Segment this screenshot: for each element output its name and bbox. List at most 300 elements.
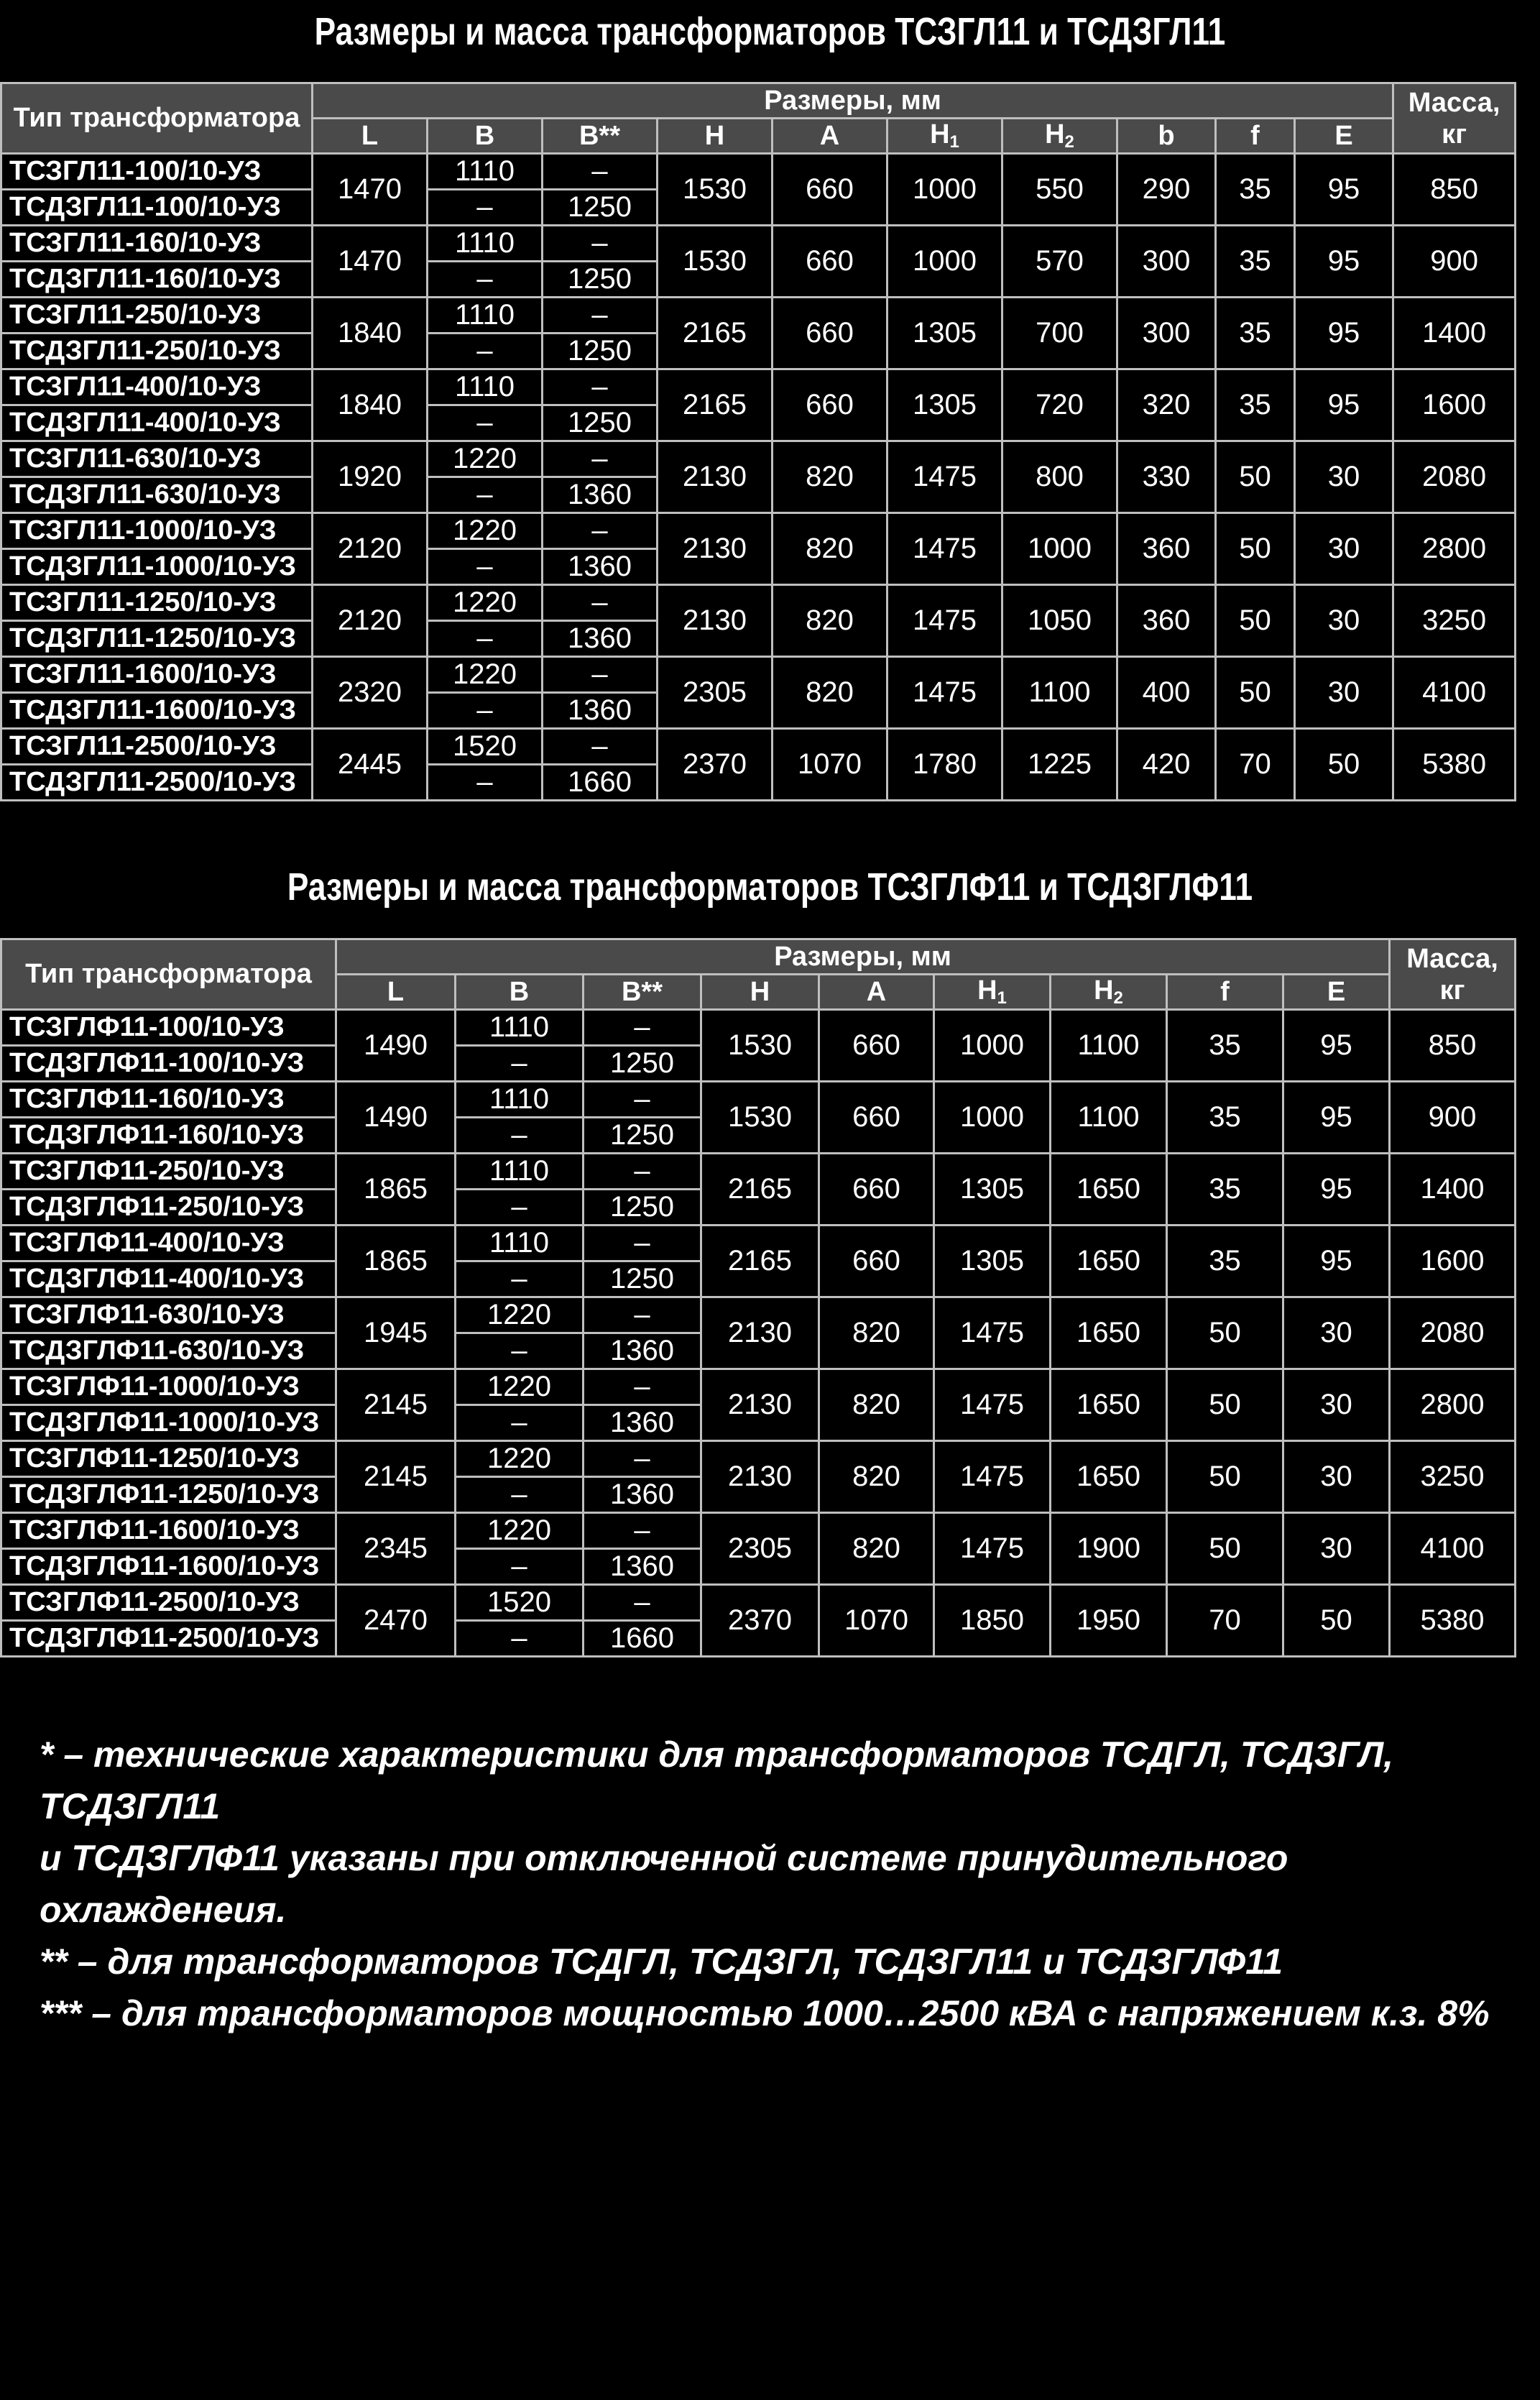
table-row — [1, 657, 1516, 693]
cell-bs: 1250 — [543, 334, 658, 369]
table-row — [1, 154, 1516, 190]
cell-e: 95 — [1295, 298, 1393, 369]
cell-h2: 1650 — [1051, 1226, 1167, 1297]
table-row — [1, 1585, 1516, 1621]
header-sizes: Размеры, мм — [336, 939, 1390, 975]
table-2-title: Размеры и масса трансформаторов ТСЗГЛФ11 и ТСДЗГЛФ11 — [287, 865, 1253, 909]
cell-h2: 700 — [1002, 298, 1117, 369]
cell-h2: 1950 — [1051, 1585, 1167, 1657]
column-header-l: L — [313, 119, 428, 154]
cell-b: 400 — [1117, 657, 1216, 729]
table-1-title: Размеры и масса трансформаторов ТСЗГЛ11 и ТСДЗГЛ11 — [314, 10, 1226, 53]
cell-bs: – — [584, 1154, 701, 1190]
cell-f: 35 — [1216, 369, 1295, 441]
transformer-type: ТСЗГЛФ11-400/10-УЗ — [1, 1226, 336, 1261]
cell-b: 1220 — [428, 513, 543, 549]
cell-l: 1490 — [336, 1082, 456, 1154]
cell-b: 1220 — [456, 1369, 584, 1405]
subscript: 2 — [1113, 988, 1123, 1008]
cell-bs: – — [584, 1010, 701, 1046]
transformer-type: ТСДЗГЛФ11-2500/10-УЗ — [1, 1621, 336, 1657]
cell-l: 1840 — [313, 369, 428, 441]
transformer-type: ТСДЗГЛ11-250/10-УЗ — [1, 334, 313, 369]
cell-e: 95 — [1283, 1226, 1390, 1297]
cell-h2: 1100 — [1002, 657, 1117, 729]
cell-f: 35 — [1167, 1082, 1283, 1154]
cell-b: – — [456, 1549, 584, 1585]
cell-h: 1530 — [701, 1010, 819, 1082]
cell-h1: 1850 — [934, 1585, 1051, 1657]
table-row — [1, 441, 1516, 477]
cell-f: 35 — [1167, 1154, 1283, 1226]
cell-h2: 1225 — [1002, 729, 1117, 801]
cell-b: 1220 — [428, 441, 543, 477]
cell-l: 1920 — [313, 441, 428, 513]
cell-h2: 1100 — [1051, 1010, 1167, 1082]
cell-b: – — [456, 1118, 584, 1154]
subscript: 1 — [949, 132, 959, 152]
cell-b: 1110 — [456, 1154, 584, 1190]
dimensions-table-tszgl11 — [0, 82, 1516, 801]
cell-h1: 1475 — [934, 1513, 1051, 1585]
transformer-type: ТСДЗГЛФ11-1000/10-УЗ — [1, 1405, 336, 1441]
cell-bs: 1660 — [543, 765, 658, 801]
header-mass: Масса, кг — [1390, 939, 1516, 1010]
cell-bs: 1250 — [543, 190, 658, 226]
cell-e: 50 — [1295, 729, 1393, 801]
cell-a: 820 — [773, 513, 887, 585]
cell-b: – — [456, 1261, 584, 1297]
cell-b: 1110 — [456, 1226, 584, 1261]
cell-e: 95 — [1283, 1082, 1390, 1154]
transformer-type: ТСЗГЛ11-2500/10-УЗ — [1, 729, 313, 765]
cell-b: 360 — [1117, 513, 1216, 585]
cell-b: – — [428, 262, 543, 298]
transformer-type: ТСЗГЛФ11-1600/10-УЗ — [1, 1513, 336, 1549]
cell-bs: – — [584, 1082, 701, 1118]
cell-h: 2130 — [701, 1297, 819, 1369]
cell-f: 50 — [1167, 1513, 1283, 1585]
cell-f: 50 — [1216, 441, 1295, 513]
cell-f: 70 — [1216, 729, 1295, 801]
cell-b: 1110 — [456, 1010, 584, 1046]
transformer-type: ТСЗГЛФ11-630/10-УЗ — [1, 1297, 336, 1333]
cell-h2: 800 — [1002, 441, 1117, 513]
transformer-type: ТСЗГЛ11-250/10-УЗ — [1, 298, 313, 334]
footnote-line: *** – для трансформаторов мощностью 1000…2500 кВА с напряжением к.з. 8% — [40, 1993, 1490, 2033]
cell-f: 35 — [1216, 226, 1295, 298]
subscript: 2 — [1064, 132, 1074, 152]
cell-h: 2130 — [701, 1369, 819, 1441]
cell-h2: 1100 — [1051, 1082, 1167, 1154]
cell-f: 35 — [1167, 1010, 1283, 1082]
column-header-a: A — [819, 975, 934, 1010]
header-type: Тип трансформатора — [1, 83, 313, 154]
cell-a: 820 — [819, 1513, 934, 1585]
cell-h1: 1475 — [887, 585, 1002, 657]
cell-h: 1530 — [658, 226, 773, 298]
cell-f: 35 — [1167, 1226, 1283, 1297]
cell-l: 1945 — [336, 1297, 456, 1369]
column-header-a: A — [773, 119, 887, 154]
cell-bs: – — [543, 657, 658, 693]
cell-mass: 5380 — [1390, 1585, 1516, 1657]
cell-mass: 4100 — [1393, 657, 1516, 729]
footnote-line: и ТСДЗГЛФ11 указаны при отключенной системе принудительного охлажденеия. — [40, 1838, 1288, 1930]
cell-h1: 1475 — [887, 513, 1002, 585]
cell-a: 660 — [773, 154, 887, 226]
cell-h2: 1050 — [1002, 585, 1117, 657]
transformer-type: ТСДЗГЛ11-1000/10-УЗ — [1, 549, 313, 585]
cell-e: 30 — [1283, 1369, 1390, 1441]
cell-h: 1530 — [658, 154, 773, 226]
cell-e: 30 — [1283, 1513, 1390, 1585]
transformer-type: ТСДЗГЛФ11-1250/10-УЗ — [1, 1477, 336, 1513]
cell-mass: 2080 — [1390, 1297, 1516, 1369]
cell-h1: 1475 — [934, 1441, 1051, 1513]
column-header-f: f — [1216, 119, 1295, 154]
cell-bs: – — [584, 1369, 701, 1405]
cell-bs: 1250 — [543, 405, 658, 441]
cell-b: 300 — [1117, 298, 1216, 369]
transformer-type: ТСЗГЛФ11-2500/10-УЗ — [1, 1585, 336, 1621]
cell-l: 2120 — [313, 585, 428, 657]
cell-h1: 1305 — [934, 1154, 1051, 1226]
table-row — [1, 226, 1516, 262]
column-header-e: E — [1295, 119, 1393, 154]
transformer-type: ТСДЗГЛ11-2500/10-УЗ — [1, 765, 313, 801]
cell-l: 2120 — [313, 513, 428, 585]
cell-h1: 1000 — [887, 226, 1002, 298]
transformer-type: ТСЗГЛ11-1600/10-УЗ — [1, 657, 313, 693]
table-row — [1, 1010, 1516, 1046]
footnote-line: ** – для трансформаторов ТСДГЛ, ТСДЗГЛ, ТСДЗГЛ11 и ТСДЗГЛФ11 — [40, 1941, 1283, 1982]
cell-l: 2145 — [336, 1369, 456, 1441]
cell-h: 2165 — [701, 1154, 819, 1226]
cell-h1: 1305 — [934, 1226, 1051, 1297]
table-row — [1, 1441, 1516, 1477]
cell-bs: 1360 — [584, 1477, 701, 1513]
cell-mass: 850 — [1390, 1010, 1516, 1082]
cell-bs: 1250 — [584, 1046, 701, 1082]
cell-l: 1470 — [313, 226, 428, 298]
column-header-b: b — [1117, 119, 1216, 154]
cell-bs: 1250 — [584, 1118, 701, 1154]
cell-b: – — [456, 1621, 584, 1657]
cell-h2: 1650 — [1051, 1369, 1167, 1441]
column-header-b: B — [456, 975, 584, 1010]
column-header-e: E — [1283, 975, 1390, 1010]
cell-h2: 1900 — [1051, 1513, 1167, 1585]
cell-f: 50 — [1216, 513, 1295, 585]
cell-f: 50 — [1167, 1297, 1283, 1369]
footnote-line: * – технические характеристики для трансформаторов ТСДГЛ, ТСДЗГЛ, ТСДЗГЛ11 — [40, 1734, 1393, 1826]
cell-b: 1110 — [428, 226, 543, 262]
cell-h: 1530 — [701, 1082, 819, 1154]
table-row — [1, 1513, 1516, 1549]
cell-h1: 1475 — [934, 1369, 1051, 1441]
cell-b: 1520 — [428, 729, 543, 765]
table-row — [1, 1369, 1516, 1405]
cell-h1: 1000 — [934, 1082, 1051, 1154]
table-row — [1, 1297, 1516, 1333]
cell-h: 2370 — [701, 1585, 819, 1657]
cell-l: 1470 — [313, 154, 428, 226]
cell-bs: – — [584, 1441, 701, 1477]
cell-h: 2130 — [658, 441, 773, 513]
cell-bs: 1660 — [584, 1621, 701, 1657]
cell-a: 820 — [819, 1297, 934, 1369]
transformer-type: ТСДЗГЛ11-630/10-УЗ — [1, 477, 313, 513]
table-row — [1, 369, 1516, 405]
cell-e: 95 — [1283, 1010, 1390, 1082]
cell-e: 30 — [1283, 1297, 1390, 1369]
transformer-type: ТСЗГЛ11-1250/10-УЗ — [1, 585, 313, 621]
transformer-type: ТСЗГЛ11-1000/10-УЗ — [1, 513, 313, 549]
cell-bs: 1360 — [543, 693, 658, 729]
cell-mass: 2800 — [1393, 513, 1516, 585]
transformer-type: ТСЗГЛФ11-100/10-УЗ — [1, 1010, 336, 1046]
transformer-type: ТСЗГЛ11-400/10-УЗ — [1, 369, 313, 405]
cell-b: – — [428, 549, 543, 585]
cell-f: 50 — [1216, 657, 1295, 729]
cell-h1: 1780 — [887, 729, 1002, 801]
cell-h1: 1305 — [887, 298, 1002, 369]
cell-b: 1220 — [456, 1297, 584, 1333]
cell-bs: – — [543, 369, 658, 405]
cell-b: 1110 — [428, 154, 543, 190]
cell-bs: 1360 — [584, 1549, 701, 1585]
cell-mass: 5380 — [1393, 729, 1516, 801]
cell-b: 360 — [1117, 585, 1216, 657]
cell-a: 820 — [819, 1441, 934, 1513]
cell-bs: – — [543, 585, 658, 621]
column-header-h: H — [658, 119, 773, 154]
cell-h2: 1650 — [1051, 1154, 1167, 1226]
cell-e: 30 — [1283, 1441, 1390, 1513]
cell-h2: 1650 — [1051, 1441, 1167, 1513]
cell-h2: 550 — [1002, 154, 1117, 226]
cell-l: 2345 — [336, 1513, 456, 1585]
cell-mass: 3250 — [1393, 585, 1516, 657]
transformer-type: ТСЗГЛ11-100/10-УЗ — [1, 154, 313, 190]
cell-e: 30 — [1295, 657, 1393, 729]
cell-a: 660 — [773, 298, 887, 369]
cell-l: 2145 — [336, 1441, 456, 1513]
cell-b: 1110 — [428, 369, 543, 405]
cell-bs: 1360 — [543, 477, 658, 513]
dimensions-table-tszglf11 — [0, 938, 1516, 1658]
cell-l: 2320 — [313, 657, 428, 729]
column-header-h: H — [701, 975, 819, 1010]
transformer-type: ТСДЗГЛФ11-100/10-УЗ — [1, 1046, 336, 1082]
header-sizes: Размеры, мм — [313, 83, 1393, 119]
cell-mass: 900 — [1390, 1082, 1516, 1154]
cell-bs: – — [584, 1297, 701, 1333]
cell-l: 1865 — [336, 1154, 456, 1226]
cell-e: 30 — [1295, 585, 1393, 657]
cell-b: 1220 — [428, 585, 543, 621]
cell-h: 2130 — [701, 1441, 819, 1513]
cell-a: 820 — [773, 657, 887, 729]
column-header-l: L — [336, 975, 456, 1010]
cell-a: 660 — [819, 1082, 934, 1154]
cell-b: 1220 — [456, 1441, 584, 1477]
cell-h1: 1000 — [934, 1010, 1051, 1082]
cell-mass: 1600 — [1390, 1226, 1516, 1297]
cell-bs: 1250 — [584, 1190, 701, 1226]
cell-b: – — [428, 334, 543, 369]
cell-e: 95 — [1283, 1154, 1390, 1226]
header-type: Тип трансформатора — [1, 939, 336, 1010]
cell-e: 50 — [1283, 1585, 1390, 1657]
cell-b: – — [428, 765, 543, 801]
cell-l: 1840 — [313, 298, 428, 369]
transformer-type: ТСЗГЛФ11-1250/10-УЗ — [1, 1441, 336, 1477]
table-row — [1, 513, 1516, 549]
cell-bs: 1360 — [584, 1333, 701, 1369]
transformer-type: ТСЗГЛФ11-1000/10-УЗ — [1, 1369, 336, 1405]
cell-b: 290 — [1117, 154, 1216, 226]
cell-a: 660 — [773, 226, 887, 298]
cell-bs: – — [584, 1513, 701, 1549]
cell-e: 95 — [1295, 154, 1393, 226]
cell-h2: 720 — [1002, 369, 1117, 441]
cell-b: 330 — [1117, 441, 1216, 513]
cell-a: 660 — [773, 369, 887, 441]
cell-a: 1070 — [819, 1585, 934, 1657]
cell-h: 2165 — [658, 298, 773, 369]
cell-bs: 1360 — [543, 621, 658, 657]
cell-h: 2130 — [658, 513, 773, 585]
cell-f: 35 — [1216, 298, 1295, 369]
cell-e: 95 — [1295, 369, 1393, 441]
cell-l: 2470 — [336, 1585, 456, 1657]
column-header-h2: $H_2$ — [1002, 119, 1117, 154]
cell-e: 30 — [1295, 441, 1393, 513]
cell-e: 30 — [1295, 513, 1393, 585]
cell-mass: 850 — [1393, 154, 1516, 226]
cell-b: – — [428, 621, 543, 657]
cell-a: 1070 — [773, 729, 887, 801]
cell-h2: 1650 — [1051, 1297, 1167, 1369]
cell-b: – — [428, 693, 543, 729]
cell-a: 820 — [773, 585, 887, 657]
table-row — [1, 585, 1516, 621]
cell-b: 420 — [1117, 729, 1216, 801]
cell-f: 50 — [1167, 1369, 1283, 1441]
column-header-h2: $H_2$ — [1051, 975, 1167, 1010]
table-row — [1, 1082, 1516, 1118]
cell-l: 1865 — [336, 1226, 456, 1297]
cell-f: 35 — [1216, 154, 1295, 226]
cell-bs: 1250 — [543, 262, 658, 298]
cell-h: 2370 — [658, 729, 773, 801]
transformer-type: ТСДЗГЛ11-160/10-УЗ — [1, 262, 313, 298]
cell-h2: 570 — [1002, 226, 1117, 298]
cell-bs: – — [543, 226, 658, 262]
subscript: 1 — [997, 988, 1007, 1008]
cell-b: – — [428, 405, 543, 441]
footnotes — [40, 1729, 1513, 2039]
cell-mass: 1600 — [1393, 369, 1516, 441]
column-header-h1: $H_1$ — [887, 119, 1002, 154]
column-header-bss: B** — [584, 975, 701, 1010]
column-header-h1: $H_1$ — [934, 975, 1051, 1010]
cell-h: 2165 — [658, 369, 773, 441]
cell-b: – — [428, 190, 543, 226]
cell-e: 95 — [1295, 226, 1393, 298]
transformer-type: ТСЗГЛ11-630/10-УЗ — [1, 441, 313, 477]
cell-mass: 2800 — [1390, 1369, 1516, 1441]
table-row — [1, 1154, 1516, 1190]
transformer-type: ТСДЗГЛФ11-1600/10-УЗ — [1, 1549, 336, 1585]
cell-bs: – — [543, 513, 658, 549]
cell-b: 300 — [1117, 226, 1216, 298]
cell-b: – — [456, 1190, 584, 1226]
cell-b: – — [456, 1046, 584, 1082]
cell-bs: 1250 — [584, 1261, 701, 1297]
cell-h: 2305 — [658, 657, 773, 729]
cell-b: 1110 — [456, 1082, 584, 1118]
cell-l: 1490 — [336, 1010, 456, 1082]
cell-l: 2445 — [313, 729, 428, 801]
cell-b: – — [456, 1333, 584, 1369]
cell-h: 2305 — [701, 1513, 819, 1585]
column-header-bss: B** — [543, 119, 658, 154]
cell-f: 50 — [1216, 585, 1295, 657]
transformer-type: ТСЗГЛ11-160/10-УЗ — [1, 226, 313, 262]
transformer-type: ТСДЗГЛФ11-400/10-УЗ — [1, 1261, 336, 1297]
header-mass: Масса, кг — [1393, 83, 1516, 154]
table-row — [1, 1226, 1516, 1261]
cell-h2: 1000 — [1002, 513, 1117, 585]
transformer-type: ТСДЗГЛ11-100/10-УЗ — [1, 190, 313, 226]
cell-h: 2165 — [701, 1226, 819, 1297]
cell-bs: 1360 — [584, 1405, 701, 1441]
cell-bs: – — [543, 441, 658, 477]
cell-a: 660 — [819, 1226, 934, 1297]
cell-mass: 900 — [1393, 226, 1516, 298]
cell-h1: 1475 — [887, 441, 1002, 513]
cell-b: 1110 — [428, 298, 543, 334]
cell-a: 820 — [773, 441, 887, 513]
cell-h1: 1475 — [934, 1297, 1051, 1369]
transformer-type: ТСДЗГЛФ11-250/10-УЗ — [1, 1190, 336, 1226]
cell-bs: – — [543, 729, 658, 765]
cell-h1: 1475 — [887, 657, 1002, 729]
cell-mass: 1400 — [1390, 1154, 1516, 1226]
cell-b: 320 — [1117, 369, 1216, 441]
table-row — [1, 729, 1516, 765]
cell-h1: 1305 — [887, 369, 1002, 441]
cell-bs: – — [543, 154, 658, 190]
cell-bs: – — [543, 298, 658, 334]
cell-f: 70 — [1167, 1585, 1283, 1657]
table-row — [1, 298, 1516, 334]
cell-mass: 4100 — [1390, 1513, 1516, 1585]
cell-b: 1220 — [456, 1513, 584, 1549]
cell-bs: – — [584, 1585, 701, 1621]
transformer-type: ТСДЗГЛ11-1600/10-УЗ — [1, 693, 313, 729]
transformer-type: ТСДЗГЛ11-1250/10-УЗ — [1, 621, 313, 657]
cell-a: 820 — [819, 1369, 934, 1441]
cell-f: 50 — [1167, 1441, 1283, 1513]
cell-b: 1220 — [428, 657, 543, 693]
cell-b: – — [428, 477, 543, 513]
transformer-type: ТСДЗГЛФ11-160/10-УЗ — [1, 1118, 336, 1154]
transformer-type: ТСЗГЛФ11-160/10-УЗ — [1, 1082, 336, 1118]
